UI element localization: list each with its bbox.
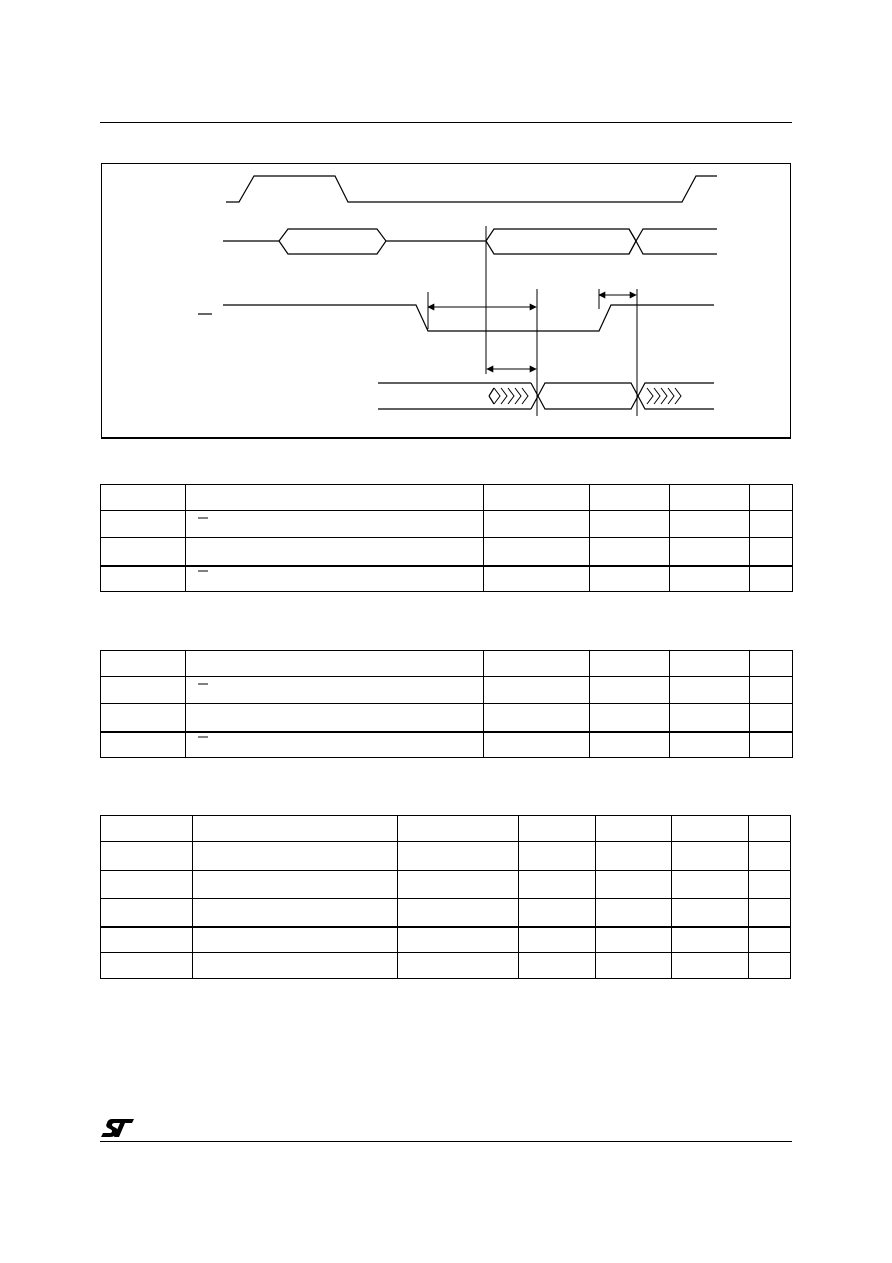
- table-cell: [596, 871, 672, 899]
- st-logo-icon: [100, 1117, 136, 1139]
- table-cell: [750, 566, 793, 592]
- hatch-start: [489, 388, 494, 404]
- table-cell: [519, 871, 596, 899]
- table-cell: [750, 732, 793, 758]
- table-cell: [186, 704, 484, 732]
- table-cell: [484, 538, 590, 566]
- table-cell: [590, 538, 670, 566]
- table-cell: [670, 566, 750, 592]
- table-cell: [186, 538, 484, 566]
- timing-table-2: [100, 650, 793, 758]
- table-cell: [101, 651, 186, 677]
- table-cell: [101, 816, 193, 842]
- table-cell: [590, 566, 670, 592]
- clock-waveform: [226, 176, 717, 202]
- table-cell: [101, 871, 193, 899]
- table-cell: [186, 566, 484, 592]
- invalid-data-hatch-2: [647, 388, 681, 404]
- table-cell: [186, 732, 484, 758]
- table-cell: [596, 816, 672, 842]
- table-row: [101, 927, 791, 953]
- table-row: [101, 953, 791, 979]
- table-cell: [596, 899, 672, 927]
- table-cell: [193, 842, 398, 871]
- table-cell: [484, 485, 590, 511]
- table-cell: [670, 732, 750, 758]
- timing-diagram-svg: [102, 164, 792, 440]
- table-row: [101, 511, 793, 538]
- table-cell: [484, 566, 590, 592]
- timing-arrows: [428, 295, 636, 369]
- table-cell: [749, 842, 791, 871]
- table-cell: [519, 927, 596, 953]
- table-cell: [672, 899, 749, 927]
- table-cell: [398, 816, 519, 842]
- table-cell: [672, 953, 749, 979]
- table-cell: [101, 538, 186, 566]
- table-cell: [749, 899, 791, 927]
- footer-rule: [100, 1141, 792, 1142]
- table-cell: [596, 927, 672, 953]
- table-cell: [101, 899, 193, 927]
- overbar-mark: [190, 733, 210, 753]
- table-cell: [484, 704, 590, 732]
- table-cell: [670, 538, 750, 566]
- table-header-row: [101, 651, 793, 677]
- table-cell: [590, 704, 670, 732]
- table-cell: [750, 538, 793, 566]
- table-cell: [101, 842, 193, 871]
- table-cell: [519, 953, 596, 979]
- table-cell: [749, 953, 791, 979]
- table-cell: [398, 871, 519, 899]
- table-row: [101, 899, 791, 927]
- invalid-data-hatch-1: [494, 388, 528, 404]
- table-cell: [398, 842, 519, 871]
- header-rule: [100, 122, 792, 123]
- table-cell: [750, 485, 793, 511]
- table-cell: [596, 953, 672, 979]
- table-cell: [101, 732, 186, 758]
- table-cell: [750, 677, 793, 704]
- table-cell: [519, 899, 596, 927]
- table-row: [101, 677, 793, 704]
- table-cell: [590, 732, 670, 758]
- table-cell: [398, 927, 519, 953]
- table-cell: [193, 953, 398, 979]
- table-cell: [519, 816, 596, 842]
- table-cell: [670, 511, 750, 538]
- table-cell: [590, 485, 670, 511]
- table-cell: [749, 871, 791, 899]
- overbar-mark: [190, 679, 210, 699]
- table-row: [101, 704, 793, 732]
- table-cell: [672, 816, 749, 842]
- table-cell: [101, 511, 186, 538]
- table-cell: [101, 927, 193, 953]
- timing-table-1: [100, 484, 793, 592]
- table-cell: [670, 485, 750, 511]
- table-cell: [398, 899, 519, 927]
- table-cell: [186, 511, 484, 538]
- table-cell: [484, 677, 590, 704]
- table-cell: [193, 816, 398, 842]
- table-cell: [519, 842, 596, 871]
- bus-data-waveform: [223, 229, 717, 254]
- table-cell: [596, 842, 672, 871]
- table-row: [101, 566, 793, 592]
- table-header-row: [101, 816, 791, 842]
- table-row: [101, 871, 791, 899]
- overbar-mark: [190, 513, 210, 533]
- table-cell: [750, 704, 793, 732]
- table-cell: [750, 511, 793, 538]
- table-cell: [186, 651, 484, 677]
- table-cell: [186, 677, 484, 704]
- table-cell: [670, 651, 750, 677]
- table-cell: [484, 651, 590, 677]
- table-cell: [670, 704, 750, 732]
- table-cell: [101, 566, 186, 592]
- table-cell: [101, 677, 186, 704]
- timing-table-3: [100, 815, 791, 979]
- table-cell: [670, 677, 750, 704]
- table-cell: [672, 871, 749, 899]
- table-cell: [484, 732, 590, 758]
- overbar-mark: [190, 567, 210, 587]
- table-cell: [749, 927, 791, 953]
- table-cell: [101, 485, 186, 511]
- table-cell: [590, 651, 670, 677]
- table-header-row: [101, 485, 793, 511]
- table-cell: [101, 704, 186, 732]
- table-cell: [193, 871, 398, 899]
- timing-diagram: [101, 163, 791, 439]
- table-cell: [101, 953, 193, 979]
- table-row: [101, 538, 793, 566]
- table-cell: [186, 485, 484, 511]
- table-row: [101, 842, 791, 871]
- table-cell: [193, 899, 398, 927]
- table-cell: [398, 953, 519, 979]
- table-cell: [590, 677, 670, 704]
- output-data-waveform: [378, 383, 714, 409]
- table-cell: [749, 816, 791, 842]
- table-cell: [193, 927, 398, 953]
- table-cell: [672, 842, 749, 871]
- table-cell: [484, 511, 590, 538]
- table-cell: [750, 651, 793, 677]
- table-row: [101, 732, 793, 758]
- table-cell: [672, 927, 749, 953]
- table-cell: [590, 511, 670, 538]
